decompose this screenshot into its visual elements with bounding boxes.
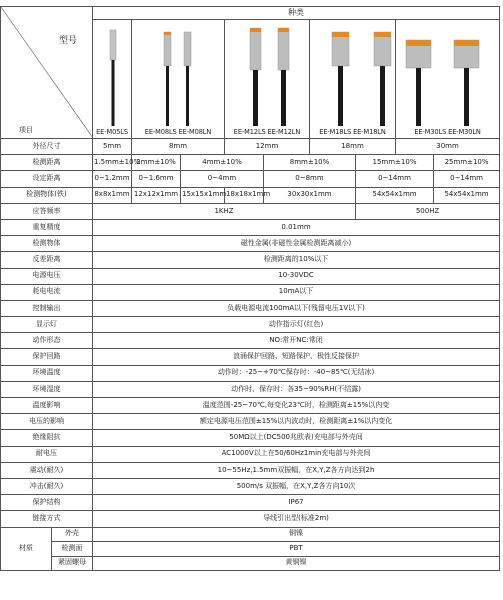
cell-value: IP67 [93, 495, 500, 511]
cell-value: 500m/s 双振幅，在X,Y,Z各方向10次 [93, 478, 500, 494]
row-label: 环境湿度 [1, 381, 93, 397]
row-label: 链接方式 [1, 511, 93, 527]
cell-value: 30mm [396, 139, 500, 155]
cell-value: 500HZ [356, 203, 500, 219]
cell-value: 15mm±10% [356, 155, 434, 171]
row-detect-object-iron [1, 187, 500, 203]
cell-value: 0~14mm [356, 171, 434, 187]
row-label: 保护回路 [1, 349, 93, 365]
model-m05: EE-M05LS [96, 128, 128, 136]
cell-value: 50MΩ以上(DC500兆欧表)充电部与外壳间 [93, 430, 500, 446]
row-hysteresis [1, 252, 500, 268]
cell-value: 54x54x1mm [356, 187, 434, 203]
cell-value: 0.01mm [93, 219, 500, 235]
cell-value: 12x12x1mm [132, 187, 181, 203]
cell-value: 浪涌保护回路、短路保护、极性反接保护 [93, 349, 500, 365]
cell-value: 磁性金属(非磁性金属检测距离减小) [93, 236, 500, 252]
row-label: 震动(耐久) [1, 462, 93, 478]
row-action-mode [1, 333, 500, 349]
row-label: 控制输出 [1, 300, 93, 316]
material-item-name: 紧固螺母 [52, 556, 93, 571]
row-supply-voltage [1, 268, 500, 284]
header-kind: 种类 [93, 7, 500, 20]
product-cell-m18 [310, 20, 396, 139]
row-label: 重复精度 [1, 219, 93, 235]
row-label: 检测距离 [1, 155, 93, 171]
cell-value: 10mA以下 [93, 284, 500, 300]
cell-value: 动作时、保存时：各35~90%RH(不结露) [93, 381, 500, 397]
cell-value: 10~55Hz,1.5mm双振幅，在X,Y,Z各方向达到2h [93, 462, 500, 478]
row-temperature-effect [1, 398, 500, 414]
cell-value: 30x30x1mm [264, 187, 356, 203]
cell-value: 8mm [132, 139, 225, 155]
row-repeat-accuracy [1, 219, 500, 235]
row-label: 应答频率 [1, 203, 93, 219]
row-label: 动作形态 [1, 333, 93, 349]
material-item-value: 铜镍 [93, 527, 500, 542]
cell-value: 8mm±10% [264, 155, 356, 171]
row-label: 显示灯 [1, 317, 93, 333]
cell-value: 12mm [225, 139, 310, 155]
model-m18: EE-M18LS EE-M18LN [319, 128, 386, 136]
cell-value: 15x15x1mm [181, 187, 225, 203]
cell-value: 5mm [93, 139, 132, 155]
row-set-distance [1, 171, 500, 187]
row-label: 电压的影响 [1, 414, 93, 430]
row-label: 检测物体 [1, 236, 93, 252]
cell-value: 动作时：-25~+70℃保存时：-40~85℃(无结冰) [93, 365, 500, 381]
sensor-m08-image [134, 20, 222, 126]
row-label: 设定距离 [1, 171, 93, 187]
row-label: 外径尺寸 [1, 139, 93, 155]
cell-value: 导线引出型(标准2m) [93, 511, 500, 527]
material-label: 材质 [1, 527, 52, 571]
product-cell-m30 [396, 20, 500, 139]
cell-value: 10-30VDC [93, 268, 500, 284]
row-detect-target [1, 236, 500, 252]
cell-value: 0~4mm [181, 171, 264, 187]
row-control-output [1, 300, 500, 316]
cell-value: 0~1.2mm [93, 171, 132, 187]
cell-value: 54x54x1mm [434, 187, 500, 203]
row-label: 耗电电流 [1, 284, 93, 300]
row-env-humidity [1, 381, 500, 397]
header-diagonal [1, 7, 93, 138]
product-cell-m08 [132, 20, 225, 139]
cell-value: 温度范围-25~70℃,每变化23℃时，检测距离±15%以内变 [93, 398, 500, 414]
cell-value: 0~1.6mm [132, 171, 181, 187]
model-m30: EE-M30LS EE-M30LN [414, 128, 481, 136]
header-model-label: 型号 [59, 36, 78, 46]
material-item-name: 外壳 [52, 527, 93, 542]
row-label: 反差距离 [1, 252, 93, 268]
row-material-housing [1, 527, 500, 542]
cell-value: 0~8mm [264, 171, 356, 187]
sensor-m30-image [396, 20, 500, 126]
product-cell-m05 [93, 20, 132, 139]
row-insulation [1, 430, 500, 446]
material-item-value: 黄铜镍 [93, 556, 500, 571]
cell-value: 18x18x1mm [225, 187, 264, 203]
row-protection-circuit [1, 349, 500, 365]
row-label: 环境温度 [1, 365, 93, 381]
cell-value: 4mm±10% [181, 155, 264, 171]
row-connection [1, 511, 500, 527]
cell-value: NO:常开NC:常闭 [93, 333, 500, 349]
row-label: 冲击(耐久) [1, 478, 93, 494]
header-corner-cell [1, 7, 93, 139]
product-cell-m12 [225, 20, 310, 139]
row-current [1, 284, 500, 300]
model-m12: EE-M12LS EE-M12LN [233, 128, 301, 136]
row-outer-size [1, 139, 500, 155]
row-indicator [1, 317, 500, 333]
row-label: 检测物体(铁) [1, 187, 93, 203]
row-material-nut [1, 556, 500, 571]
cell-value: 2mm±10% [132, 155, 181, 171]
row-voltage-effect [1, 414, 500, 430]
cell-value: 25mm±10% [434, 155, 500, 171]
row-response-frequency [1, 203, 500, 219]
material-item-value: PBT [93, 542, 500, 557]
row-label: 耐电压 [1, 446, 93, 462]
cell-value: AC1000V以上在50/60Hz1min充电部与外壳间 [93, 446, 500, 462]
material-item-name: 检测面 [52, 542, 93, 557]
sensor-m12-image [225, 20, 315, 126]
cell-value: 0~14mm [434, 171, 500, 187]
row-vibration [1, 462, 500, 478]
row-protection-structure [1, 495, 500, 511]
row-label: 温度影响 [1, 398, 93, 414]
header-item-label: 项目 [19, 126, 33, 134]
row-label: 绝缘阻抗 [1, 430, 93, 446]
cell-value: 1KHZ [93, 203, 356, 219]
cell-value: 负载电源电流100mA以下(残留电压1V以下) [93, 300, 500, 316]
cell-value: 8x8x1mm [93, 187, 132, 203]
row-material-face [1, 542, 500, 557]
cell-value: 18mm [310, 139, 396, 155]
row-label: 保护结构 [1, 495, 93, 511]
row-detect-distance [1, 155, 500, 171]
model-m08: EE-M08LS EE-M08LN [144, 128, 212, 136]
cell-value: 检测距离的10%以下 [93, 252, 500, 268]
spec-table [0, 6, 500, 571]
cell-value: 1.5mm±10% [93, 155, 132, 171]
cell-value: 动作指示灯(红色) [93, 317, 500, 333]
row-withstand-voltage [1, 446, 500, 462]
row-env-temperature [1, 365, 500, 381]
sensor-m05-image [93, 20, 133, 126]
row-label: 电源电压 [1, 268, 93, 284]
cell-value: 额定电源电压范围±15%以内波动时，检测距离±1%以内变化 [93, 414, 500, 430]
row-shock [1, 478, 500, 494]
